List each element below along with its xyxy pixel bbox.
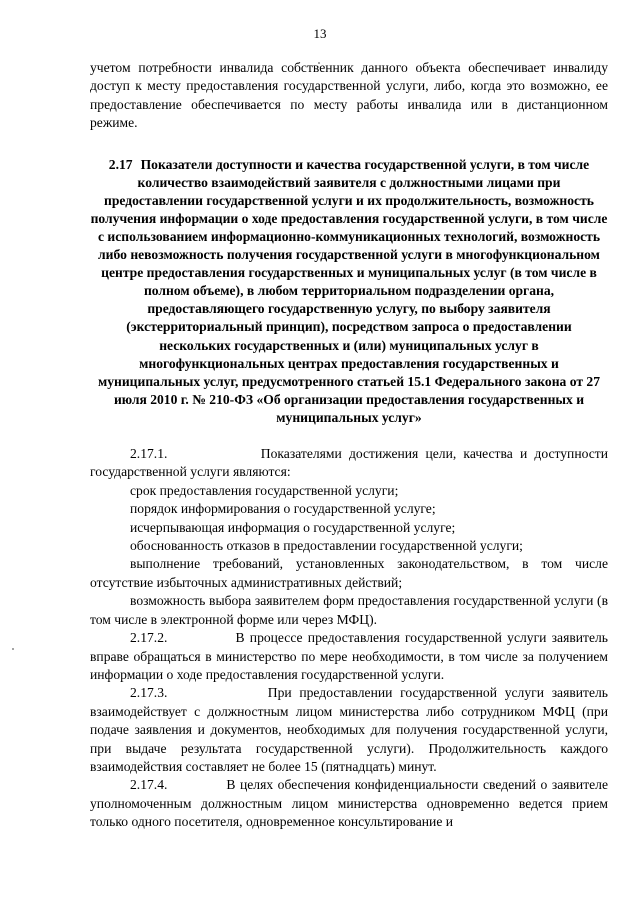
section-number: 2.17.4. (130, 777, 168, 793)
intro-paragraph: учетом потребности инвалида собственник данного объекта обеспечивает инвалиду доступ к месту предоставления государственной услуги, либо, когда это возможно, ее предоставление обеспечивается по месту работы инвалида или в дистанционном режиме. (90, 60, 608, 131)
indicator-item: выполнение требований, установленных законодательством, в том числе отсутствие избыточных административных действий; (90, 556, 608, 590)
scan-speck (12, 648, 14, 650)
indicator-item: обоснованность отказов в предоставлении государственной услуги; (130, 538, 523, 554)
section-text: В процессе предоставления государственной услуги заявитель вправе обращаться в министерство по мере необходимости, в том числе за получением информации о ходе предоставления государственной услуги. (90, 630, 608, 682)
heading-text: Показатели доступности и качества государственной услуги, в том числе количество взаимодействий заявителя с должностными лицами при предоставлении государственной услуги и их продолжительность, возможность получения информации о ходе предоставления государственной услуги, в том числе с использованием информационно-коммуникационных технологий, возможность либо невозможность получения государственной услуги в многофункциональном центре предоставления государственных и муниципальных услуг (в том числе в полном объеме), в любом территориальном подразделении органа, предоставляющего государственную услугу, по выбору заявителя (экстерриториальный принцип), посредством запроса о предоставлении нескольких государственных и (или) муниципальных услуг в многофункциональных центрах предоставления государственных и муниципальных услуг, предусмотренного статьей 15.1 Федерального закона от 27 июля 2010 г. № 210-ФЗ «Об организации предоставления государственных и муниципальных услуг» (90, 156, 608, 425)
section-number: 2.17.2. (130, 630, 168, 646)
page-number: 13 (313, 26, 327, 41)
section-number: 2.17.1. (130, 446, 168, 462)
indicator-item: порядок информирования о государственной услуге; (130, 501, 436, 517)
section-2-17-2 (90, 629, 608, 684)
section-2-17-1 (90, 445, 608, 482)
heading-number: 2.17 (108, 156, 133, 172)
indicator-item: возможность выбора заявителем форм предоставления государственной услуги (в том числе в электронной форме или через МФЦ). (90, 593, 608, 627)
section-number: 2.17.3. (130, 685, 168, 701)
document-body (90, 59, 608, 832)
section-text: Показателями достижения цели, качества и доступности государственной услуги являются: (90, 446, 608, 480)
section-text: При предоставлении государственной услуги заявитель взаимодействует с должностным лицом министерства либо сотрудником МФЦ (при подаче заявления и документов, необходимых для получения государственной услуги, при выдаче результата государственной услуги). Продолжительность каждого взаимодействия составляет не более 15 (пятнадцать) минут. (90, 685, 608, 774)
section-2-17-4 (90, 776, 608, 831)
indicator-item: исчерпывающая информация о государственной услуге; (130, 519, 456, 535)
section-2-17-3 (90, 684, 608, 776)
section-heading-2-17 (90, 156, 608, 427)
section-text: В целях обеспечения конфиденциальности сведений о заявителе уполномоченным должностным лицом министерства одновременно ведется прием только одного посетителя, одновременное консультирование и (90, 777, 608, 830)
indicator-item: срок предоставления государственной услуги; (130, 482, 399, 498)
